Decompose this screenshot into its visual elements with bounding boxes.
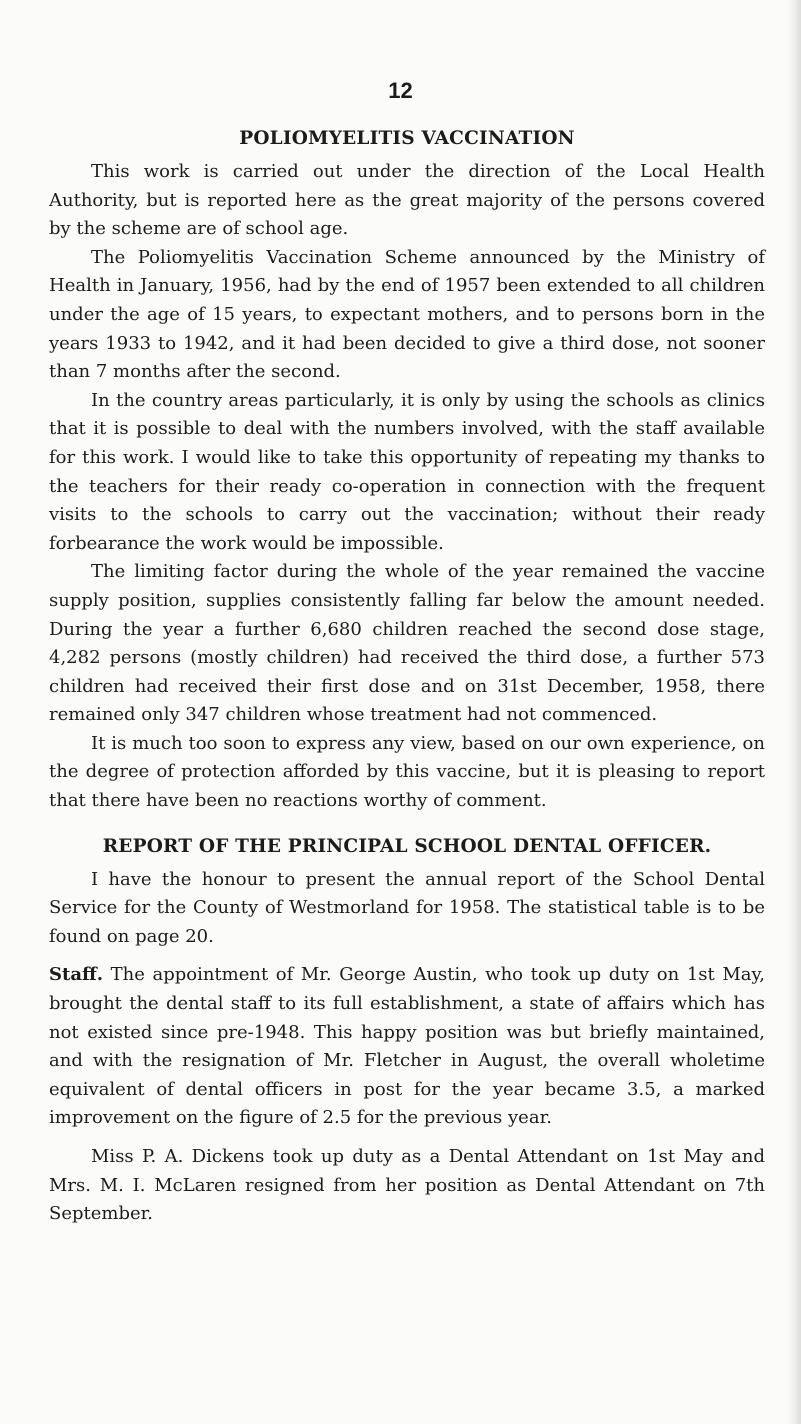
dental-closing-paragraph: Miss P. A. Dickens took up duty as a Dental Attendant on 1st May and Mrs. M. I. McLaren resigned from her position as Dental Attendant on 7th September. xyxy=(49,1146,765,1225)
dental-heading: REPORT OF THE PRINCIPAL SCHOOL DENTAL OFFICER. xyxy=(102,835,712,857)
polio-section xyxy=(49,120,765,816)
dental-section xyxy=(49,828,765,1229)
polio-paragraph-2: The Poliomyelitis Vaccination Scheme announced by the Ministry of Health in January, 1956, had by the end of 1957 been extended to all children under the age of 15 years, to expectant mothers, and to persons born in the years 1933 to 1942, and it had been decided to give a third dose, not sooner than 7 months after the second. xyxy=(49,246,765,383)
polio-paragraph-3: In the country areas particularly, it is only by using the schools as clinics that it is possible to deal with the numbers involved, with the staff available for this work. I would like to take this opportunity of repeating my thanks to the teachers for their ready co-operation in connection with the frequent visits to the schools to carry out the vaccination; without their ready forbearance the work would be impossible. xyxy=(49,389,765,554)
dental-intro-paragraph: I have the honour to present the annual report of the School Dental Service for the County of Westmorland for 1958. The statistical table is to be found on page 20. xyxy=(49,868,765,947)
staff-text: The appointment of Mr. George Austin, who took up duty on 1st May, brought the dental staff to its full establishment, a state of affairs which has not existed since pre-1948. This happy position was but briefly maintained, and with the resignation of Mr. Fletcher in August, the overall wholetime equivalent of dental officers in post for the year became 3.5, a marked improvement on the figure of 2.5 for the previous year. xyxy=(49,964,765,1129)
staff-label: Staff. xyxy=(49,964,104,986)
page-edge-shadow xyxy=(787,0,801,1424)
polio-paragraph-4: The limiting factor during the whole of the year remained the vaccine supply position, supplies consistently falling far below the amount needed. During the year a further 6,680 children reached the second dose stage, 4,282 persons (mostly children) had received the third dose, a further 573 children had received their first dose and on 31st December, 1958, there remained only 347 children whose treatment had not commenced. xyxy=(49,561,765,726)
polio-paragraph-1: This work is carried out under the direction of the Local Health Authority, but is reported here as the great majority of the persons covered by the scheme are of school age. xyxy=(49,161,765,240)
page-content xyxy=(49,120,765,1229)
page-number: 12 xyxy=(388,78,413,103)
polio-heading: POLIOMYELITIS VACCINATION xyxy=(239,128,575,149)
dental-staff-paragraph xyxy=(49,961,765,1133)
polio-paragraph-5: It is much too soon to express any view, based on our own experience, on the degree of protection afforded by this vaccine, but it is pleasing to report that there have been no reactions worthy of comment. xyxy=(49,732,765,812)
